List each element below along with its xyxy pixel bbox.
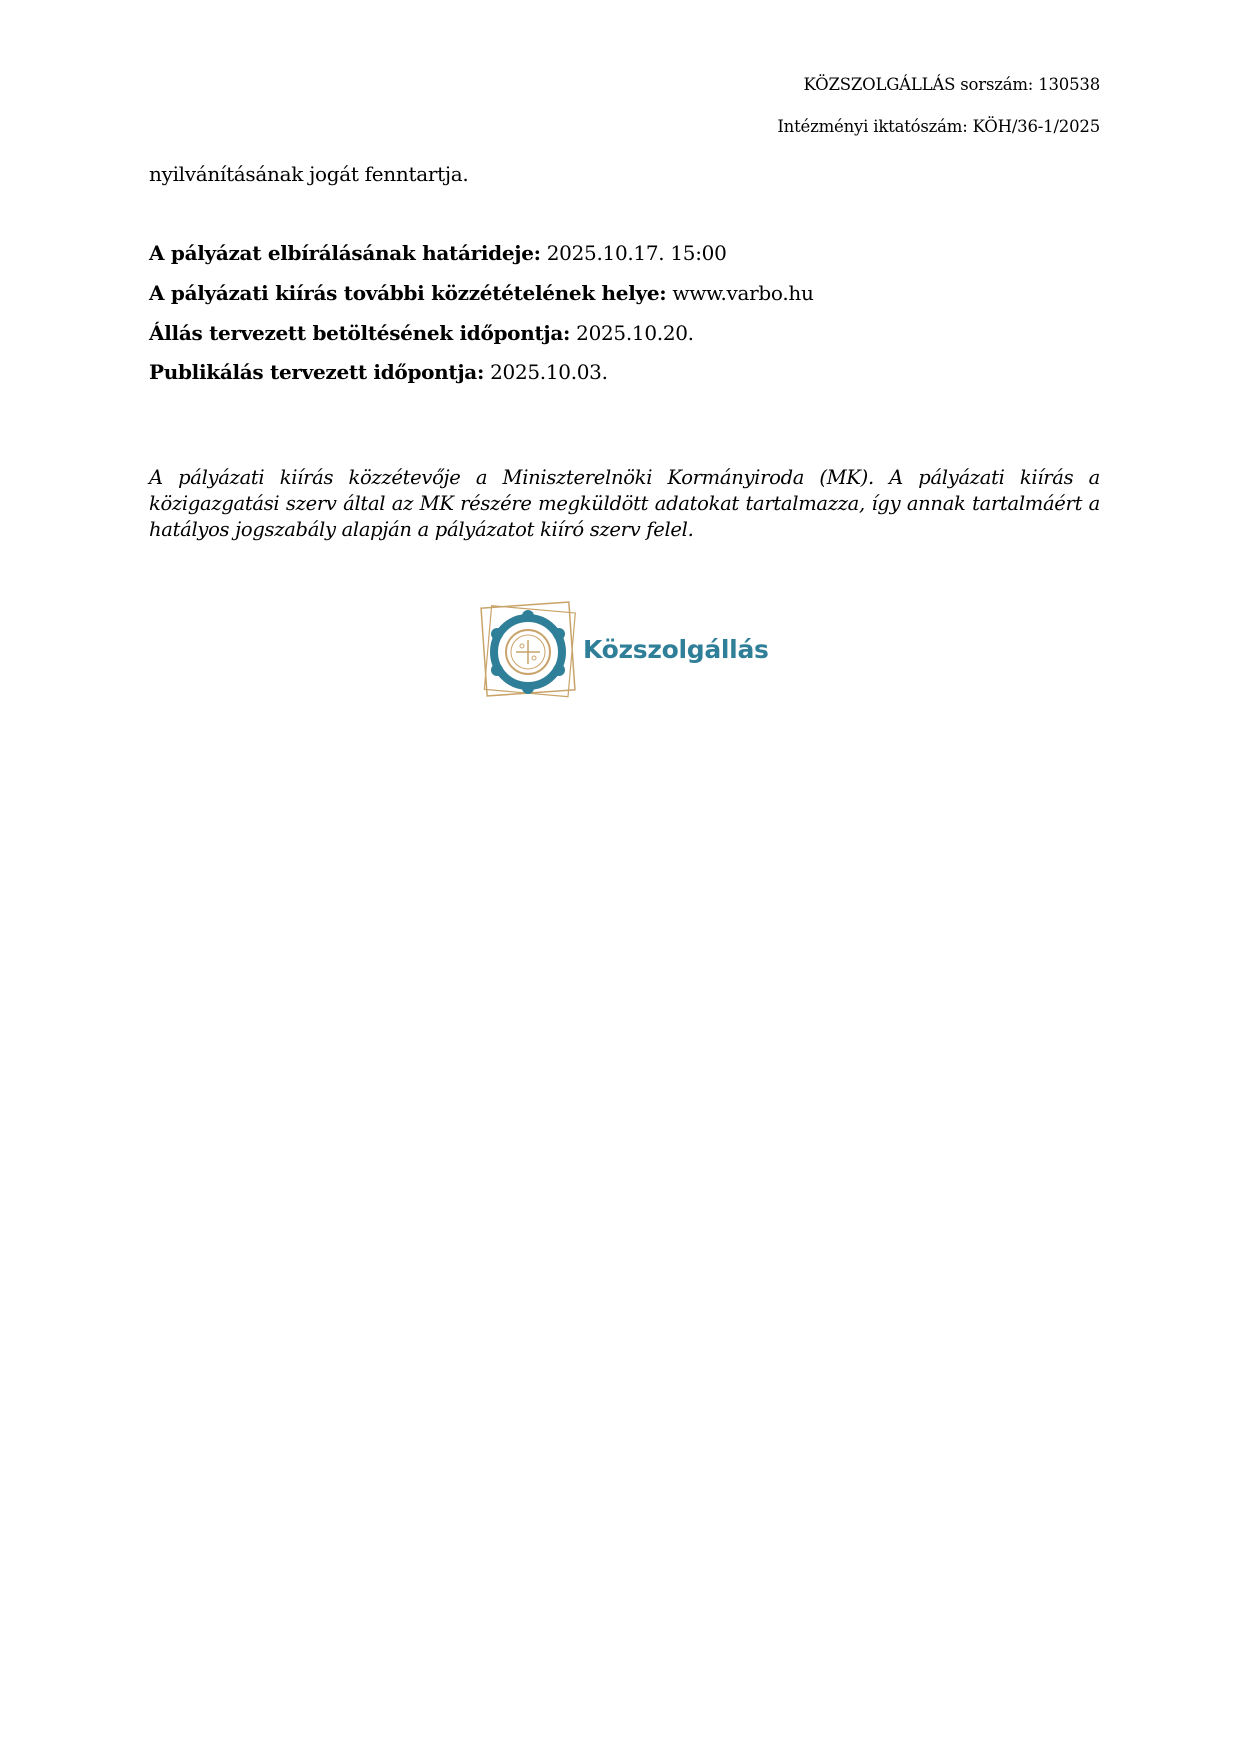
field-deadline (149, 241, 1100, 265)
field-start-date-label: Állás tervezett betöltésének időpontja: (149, 321, 571, 345)
field-start-date (149, 321, 1100, 345)
kozszolgallas-logo (476, 597, 786, 707)
header-registry-number: Intézményi iktatószám: KÖH/36-1/2025 (777, 117, 1100, 136)
field-publish-date (149, 360, 1100, 384)
field-publication-place-value: www.varbo.hu (666, 281, 814, 305)
field-deadline-label: A pályázat elbírálásának határideje: (149, 241, 541, 265)
field-publication-place-label: A pályázati kiírás további közzétételének helye: (149, 281, 667, 305)
continuation-text: nyilvánításának jogát fenntartja. (149, 162, 469, 186)
field-publication-place (149, 281, 1100, 305)
logo-wordmark: Közszolgállás (583, 635, 769, 664)
header-serial-number: KÖZSZOLGÁLLÁS sorszám: 130538 (803, 75, 1100, 94)
disclaimer-text: A pályázati kiírás közzétevője a Miniszterelnöki Kormányiroda (MK). A pályázati kiírás a közigazgatási szerv által az MK részére megküldött adatokat tartalmazza, így annak tartalmáért a hatályos jogszabály alapján a pályázatot kiíró szerv felel. (149, 466, 1100, 541)
field-deadline-value: 2025.10.17. 15:00 (540, 241, 727, 265)
field-publish-date-label: Publikálás tervezett időpontja: (149, 360, 485, 384)
field-start-date-value: 2025.10.20. (570, 321, 694, 345)
field-publish-date-value: 2025.10.03. (484, 360, 608, 384)
